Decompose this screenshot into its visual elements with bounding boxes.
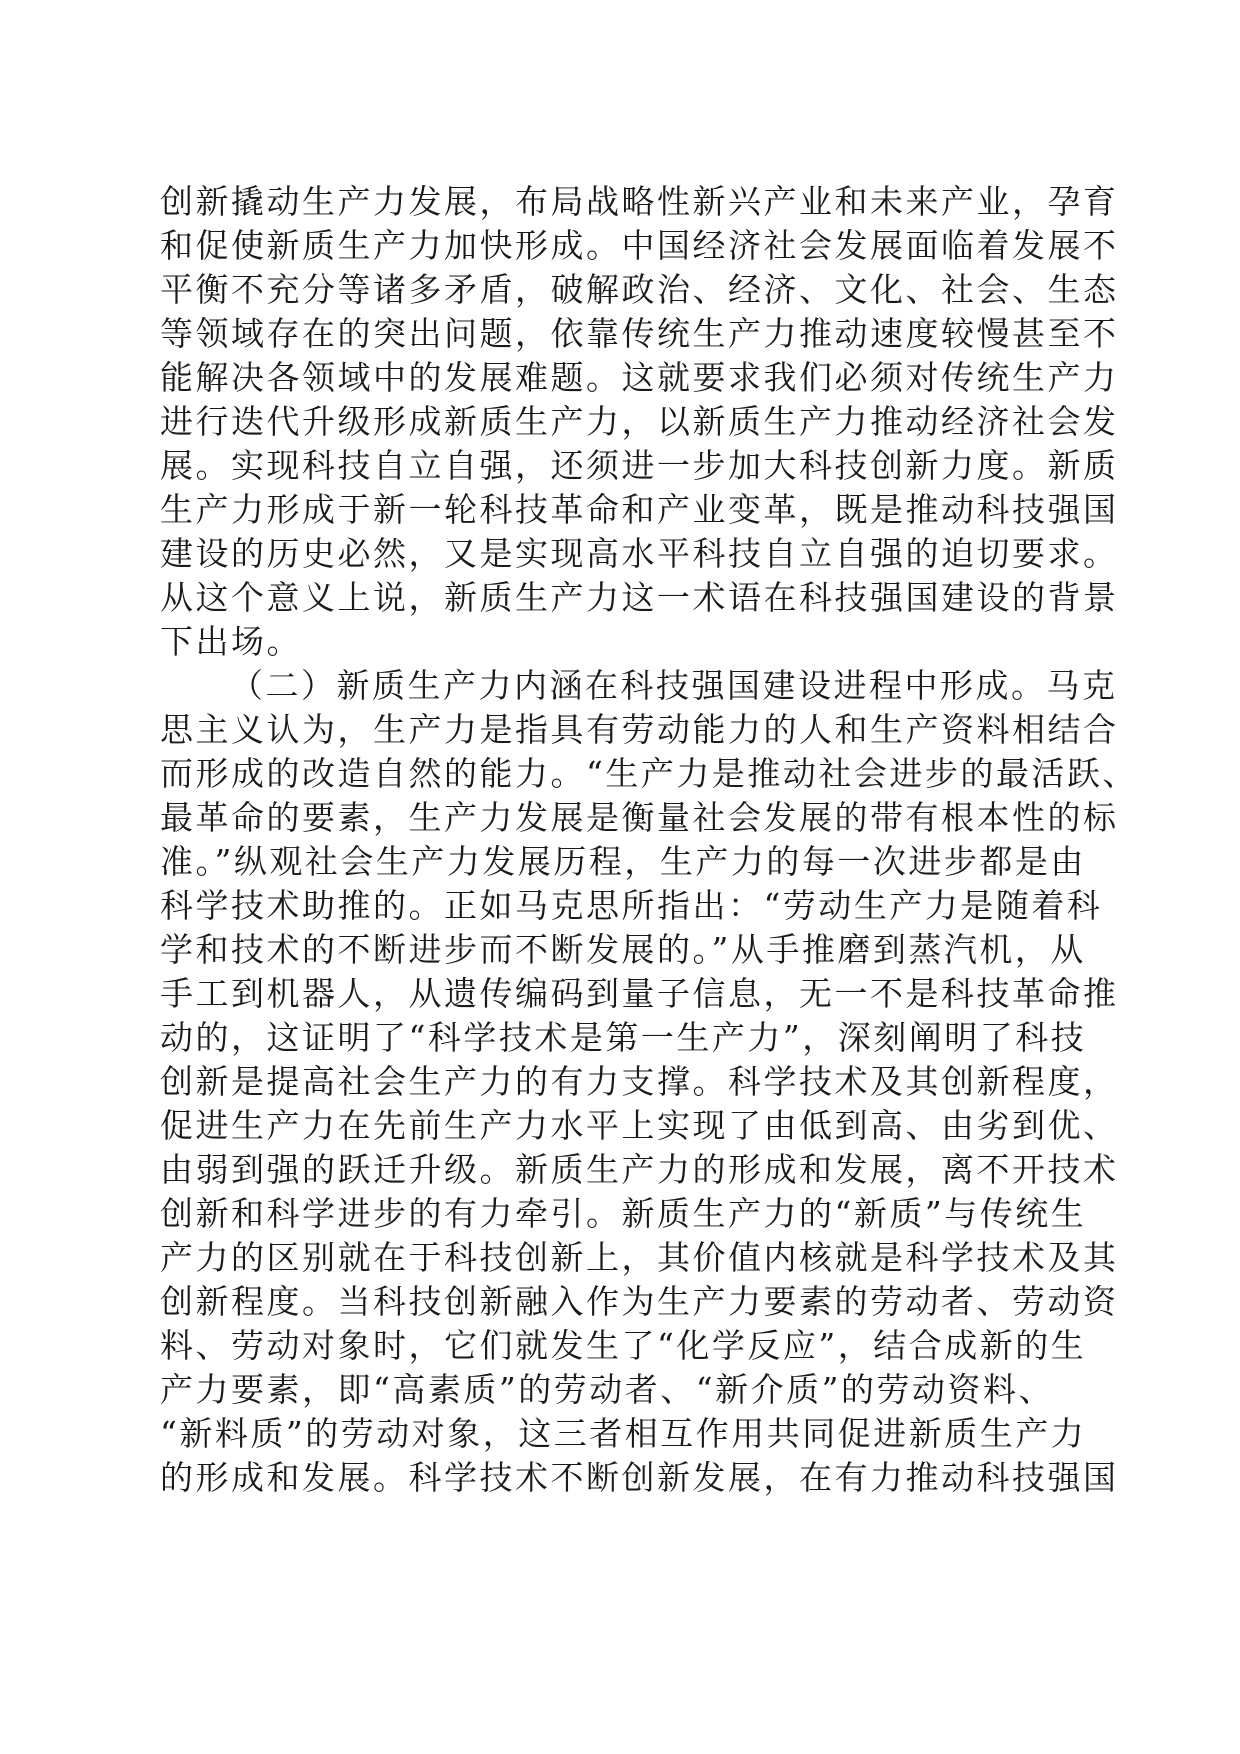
text-line: 建设的历史必然，又是实现高水平科技自立自强的迫切要求。 [160, 534, 1119, 573]
text-line: 学和技术的不断进步而不断发展的。”从手推磨到蒸汽机，从 [160, 930, 1086, 969]
text-line: 准。”纵观社会生产力发展历程，生产力的每一次进步都是由 [160, 842, 1086, 881]
text-line: “新料质”的劳动对象，这三者相互作用共同促进新质生产力 [160, 1414, 1087, 1453]
section-heading-line: （二）新质生产力内涵在科技强国建设进程中形成。马克 [230, 666, 1118, 705]
text-line: 能解决各领域中的发展难题。这就要求我们必须对传统生产力 [160, 358, 1119, 397]
text-line: 创新和科学进步的有力牵引。新质生产力的“新质”与传统生 [160, 1194, 1087, 1233]
text-line: 料、劳动对象时，它们就发生了“化学反应”，结合成新的生 [160, 1326, 1087, 1365]
text-line: 创新程度。当科技创新融入作为生产力要素的劳动者、劳动资 [160, 1282, 1119, 1321]
text-line: 等领域存在的突出问题，依靠传统生产力推动速度较慢甚至不 [160, 314, 1119, 353]
text-line: 动的，这证明了“科学技术是第一生产力”，深刻阐明了科技 [160, 1018, 1087, 1057]
text-line: 生产力形成于新一轮科技革命和产业变革，既是推动科技强国 [160, 490, 1119, 529]
text-line: 从这个意义上说，新质生产力这一术语在科技强国建设的背景 [160, 578, 1119, 617]
text-line: 产力要素，即“高素质”的劳动者、“新介质”的劳动资料、 [160, 1370, 1054, 1409]
text-line: 促进生产力在先前生产力水平上实现了由低到高、由劣到优、 [160, 1106, 1119, 1145]
text-line: 最革命的要素，生产力发展是衡量社会发展的带有根本性的标 [160, 798, 1119, 837]
text-line: 由弱到强的跃迁升级。新质生产力的形成和发展，离不开技术 [160, 1150, 1119, 1189]
text-line: 和促使新质生产力加快形成。中国经济社会发展面临着发展不 [160, 226, 1119, 265]
text-line: 展。实现科技自立自强，还须进一步加大科技创新力度。新质 [160, 446, 1119, 485]
text-line: 手工到机器人，从遗传编码到量子信息，无一不是科技革命推 [160, 974, 1119, 1013]
text-line: 创新撬动生产力发展，布局战略性新兴产业和未来产业，孕育 [160, 182, 1119, 221]
text-line: 思主义认为，生产力是指具有劳动能力的人和生产资料相结合 [160, 710, 1119, 749]
text-line: 平衡不充分等诸多矛盾，破解政治、经济、文化、社会、生态 [160, 270, 1119, 309]
text-line: 科学技术助推的。正如马克思所指出：“劳动生产力是随着科 [160, 886, 1103, 925]
text-line: 的形成和发展。科学技术不断创新发展，在有力推动科技强国 [160, 1458, 1119, 1497]
text-line: 而形成的改造自然的能力。“生产力是推动社会进步的最活跃、 [160, 754, 1138, 793]
text-line: 进行迭代升级形成新质生产力，以新质生产力推动经济社会发 [160, 402, 1119, 441]
text-line: 下出场。 [160, 622, 302, 661]
text-line: 创新是提高社会生产力的有力支撑。科学技术及其创新程度， [160, 1062, 1119, 1101]
text-line: 产力的区别就在于科技创新上，其价值内核就是科学技术及其 [160, 1238, 1119, 1277]
